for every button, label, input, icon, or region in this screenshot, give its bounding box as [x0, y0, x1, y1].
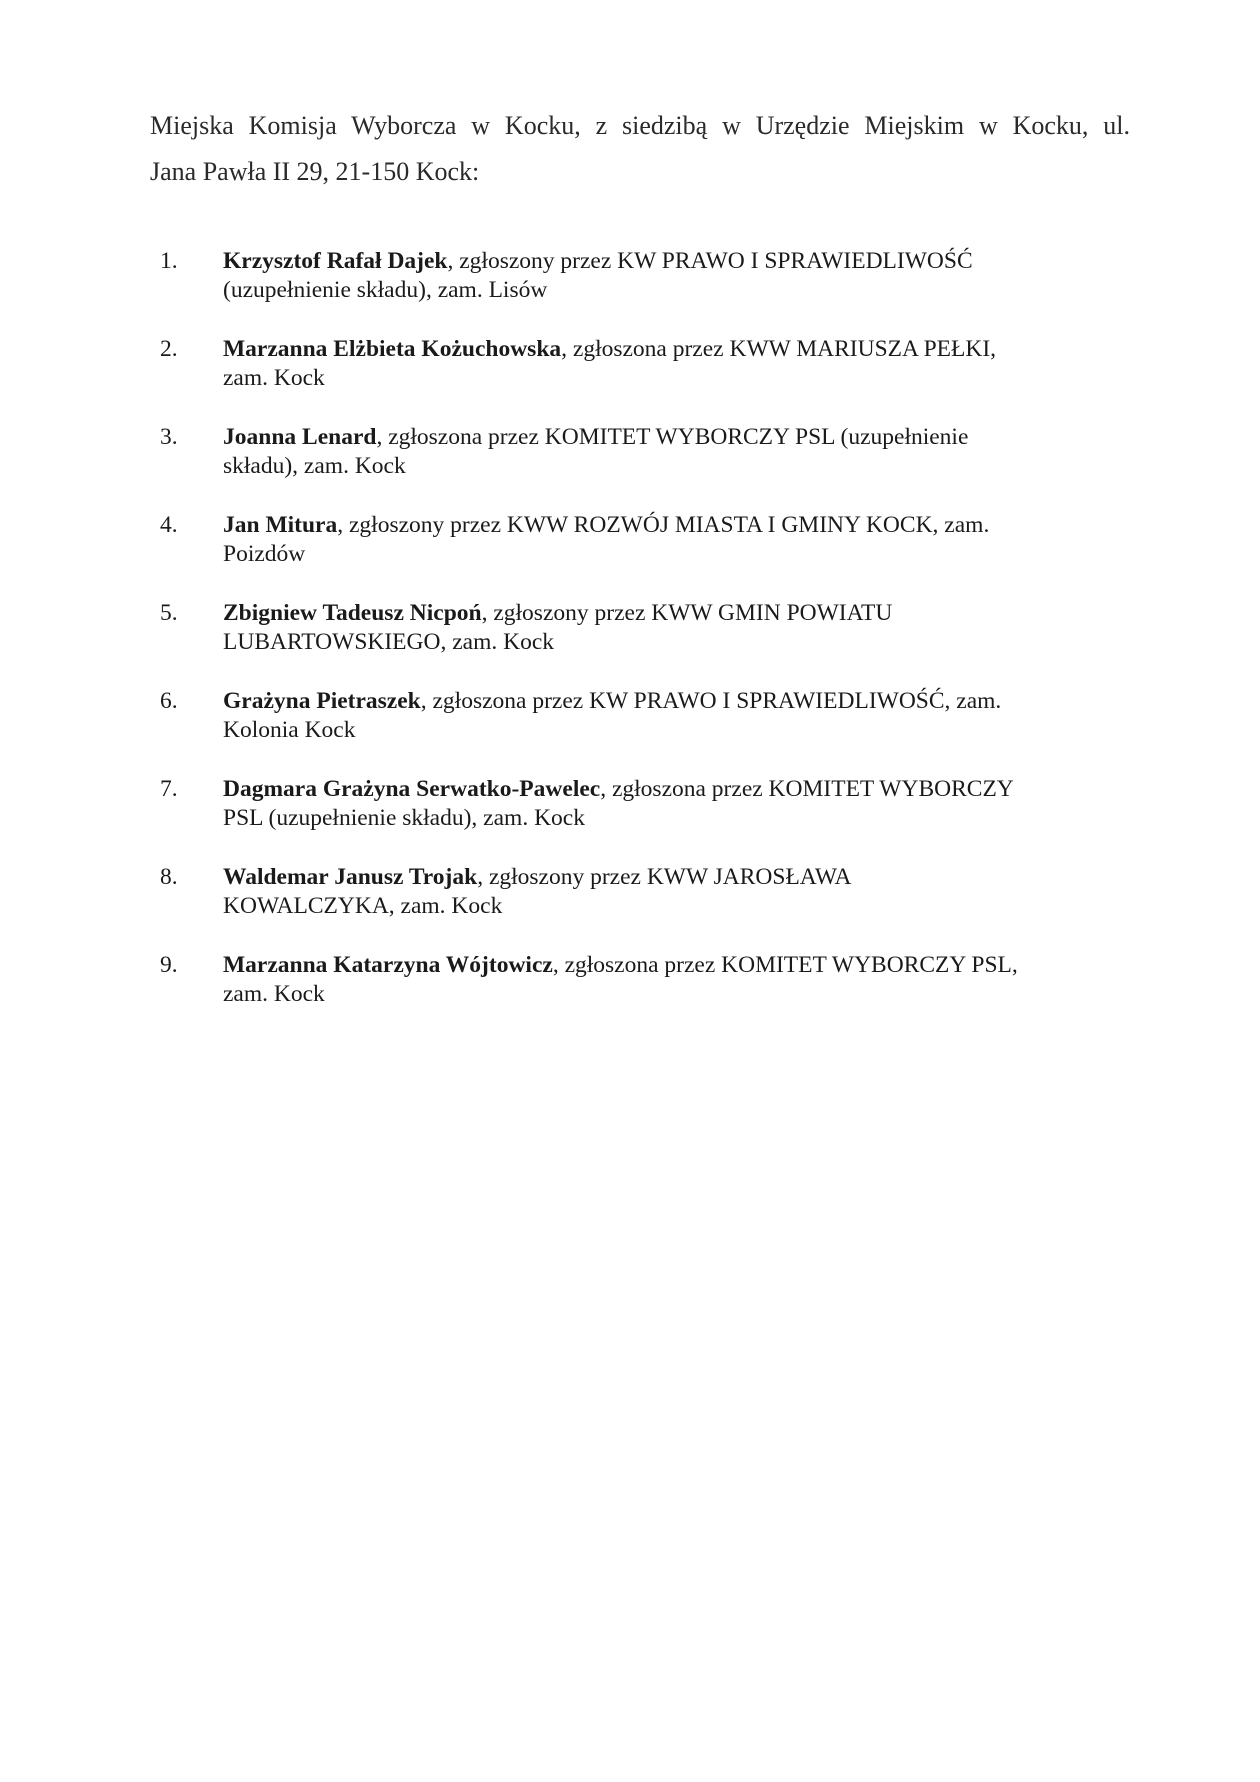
member-entry [223, 687, 1103, 745]
member-item [160, 511, 1100, 599]
member-entry [223, 775, 1103, 833]
member-details-continued: Poizdów [223, 541, 306, 567]
member-name: Dagmara Grażyna Serwatko-Pawelec [223, 776, 601, 802]
member-details: , zgłoszona przez KOMITET WYBORCZY PSL, [552, 952, 1018, 978]
member-details: , zgłoszona przez KW PRAWO I SPRAWIEDLIWOŚĆ, zam. [420, 688, 1002, 714]
member-number: 8. [160, 864, 178, 890]
member-entry [223, 863, 1103, 921]
members-list [160, 247, 1100, 1039]
member-number: 3. [160, 424, 178, 450]
member-details-continued: PSL (uzupełnienie składu), zam. Kock [223, 805, 585, 831]
member-entry [223, 599, 1103, 657]
member-number: 6. [160, 688, 178, 714]
member-item [160, 247, 1100, 335]
member-details: , zgłoszona przez KWW MARIUSZA PEŁKI, [561, 336, 997, 362]
member-item [160, 687, 1100, 775]
member-name: Joanna Lenard [223, 424, 377, 450]
member-details-continued: Kolonia Kock [223, 717, 356, 743]
member-details: , zgłoszony przez KWW GMIN POWIATU [481, 600, 893, 626]
member-details-continued: zam. Kock [223, 365, 325, 391]
member-details-continued: składu), zam. Kock [223, 453, 406, 479]
member-name: Zbigniew Tadeusz Nicpoń [223, 600, 482, 626]
member-item [160, 335, 1100, 423]
member-entry [223, 951, 1103, 1009]
member-name: Grażyna Pietraszek [223, 688, 421, 714]
member-name: Marzanna Katarzyna Wójtowicz [223, 952, 553, 978]
member-details-continued: zam. Kock [223, 981, 325, 1007]
member-number: 2. [160, 336, 178, 362]
member-item [160, 599, 1100, 687]
member-item [160, 423, 1100, 511]
member-details-continued: (uzupełnienie składu), zam. Lisów [223, 277, 548, 303]
member-name: Krzysztof Rafał Dajek [223, 248, 448, 274]
member-item [160, 863, 1100, 951]
member-number: 7. [160, 776, 178, 802]
member-details: , zgłoszony przez KWW ROZWÓJ MIASTA I GMINY KOCK, zam. [337, 512, 990, 538]
member-details: , zgłoszona przez KOMITET WYBORCZY PSL (uzupełnienie [376, 424, 969, 450]
member-details: , zgłoszona przez KOMITET WYBORCZY [600, 776, 1014, 802]
member-number: 4. [160, 512, 178, 538]
member-item [160, 775, 1100, 863]
member-details: , zgłoszony przez KWW JAROSŁAWA [477, 864, 852, 890]
member-number: 9. [160, 952, 178, 978]
member-details: , zgłoszony przez KW PRAWO I SPRAWIEDLIWOŚĆ [447, 248, 973, 274]
member-details-continued: LUBARTOWSKIEGO, zam. Kock [223, 629, 555, 655]
commission-header [150, 103, 1130, 195]
member-entry [223, 247, 1103, 305]
header-line-2: Jana Pawła II 29, 21-150 Kock: [150, 157, 480, 186]
member-entry [223, 423, 1103, 481]
member-number: 5. [160, 600, 178, 626]
header-line-1: Miejska Komisja Wyborcza w Kocku, z siedzibą w Urzędzie Miejskim w Kocku, ul. [150, 111, 1130, 140]
member-entry [223, 335, 1103, 393]
member-name: Waldemar Janusz Trojak [223, 864, 478, 890]
member-number: 1. [160, 248, 178, 274]
member-item [160, 951, 1100, 1039]
member-name: Marzanna Elżbieta Kożuchowska [223, 336, 562, 362]
member-details-continued: KOWALCZYKA, zam. Kock [223, 893, 503, 919]
member-entry [223, 511, 1103, 569]
member-name: Jan Mitura [223, 512, 338, 538]
